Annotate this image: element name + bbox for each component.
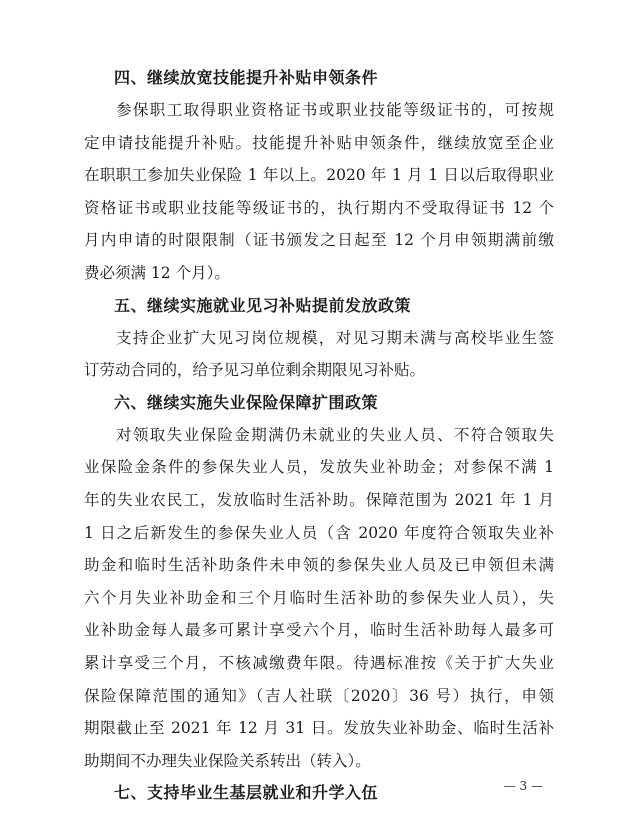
paragraph-line: 累计享受三个月，不核减缴费年限。待遇标准按《关于扩大失业 bbox=[84, 653, 554, 672]
page-number: — 3 — bbox=[503, 779, 543, 793]
paragraph-line: 年的失业农民工，发放临时生活补助。保障范围为 2021 年 1 月 bbox=[84, 490, 554, 509]
paragraph-line: 费必须满 12 个月）。 bbox=[84, 263, 230, 282]
paragraph-line: 助期间不办理失业保险关系转出（转入）。 bbox=[84, 751, 371, 770]
paragraph-line: 参保职工取得职业资格证书或职业技能等级证书的，可按规 bbox=[116, 101, 554, 119]
paragraph-line: 业补助金每人最多可累计享受六个月，临时生活补助每人最多可 bbox=[84, 621, 554, 640]
paragraph-line: 订劳动合同的，给予见习单位剩余期限见习补贴。 bbox=[84, 361, 426, 380]
paragraph-line: 业保险金条件的参保失业人员，发放失业补助金；对参保不满 1 bbox=[84, 458, 554, 477]
paragraph-line: 支持企业扩大见习岗位规模，对见习期未满与高校毕业生签 bbox=[116, 328, 554, 347]
section-heading-4: 四、继续放宽技能提升补贴申领条件 bbox=[114, 68, 379, 87]
section-heading-6: 六、继续实施失业保险保障扩围政策 bbox=[114, 392, 379, 412]
document-body bbox=[84, 62, 554, 809]
paragraph-line: 在职职工参加失业保险 1 年以上。2020 年 1 月 1 日以后取得职业 bbox=[84, 166, 554, 185]
paragraph-line: 资格证书或职业技能等级证书的，执行期内不受取得证书 12 个 bbox=[84, 198, 554, 217]
section-heading-7: 七、支持毕业生基层就业和升学入伍 bbox=[114, 783, 379, 803]
paragraph-line: 1 日之后新发生的参保失业人员（含 2020 年度符合领取失业补 bbox=[84, 523, 554, 542]
paragraph-line: 助金和临时生活补助条件未申领的参保失业人员及已申领但未满 bbox=[84, 556, 554, 575]
paragraph-line: 月内申请的时限限制（证书颁发之日起至 12 个月申领期满前缴 bbox=[84, 231, 554, 250]
paragraph-line: 期限截止至 2021 年 12 月 31 日。发放失业补助金、临时生活补 bbox=[84, 719, 554, 738]
paragraph-line: 对领取失业保险金期满仍未就业的失业人员、不符合领取失 bbox=[116, 425, 554, 444]
section-heading-5: 五、继续实施就业见习补贴提前发放政策 bbox=[114, 295, 412, 315]
paragraph-line: 六个月失业补助金和三个月临时生活补助的参保失业人员），失 bbox=[84, 588, 554, 607]
paragraph-line: 保险保障范围的通知》（吉人社联〔2020〕36 号）执行，申领 bbox=[84, 686, 554, 705]
paragraph-line: 定申请技能提升补贴。技能提升补贴申领条件，继续放宽至企业 bbox=[84, 133, 554, 152]
